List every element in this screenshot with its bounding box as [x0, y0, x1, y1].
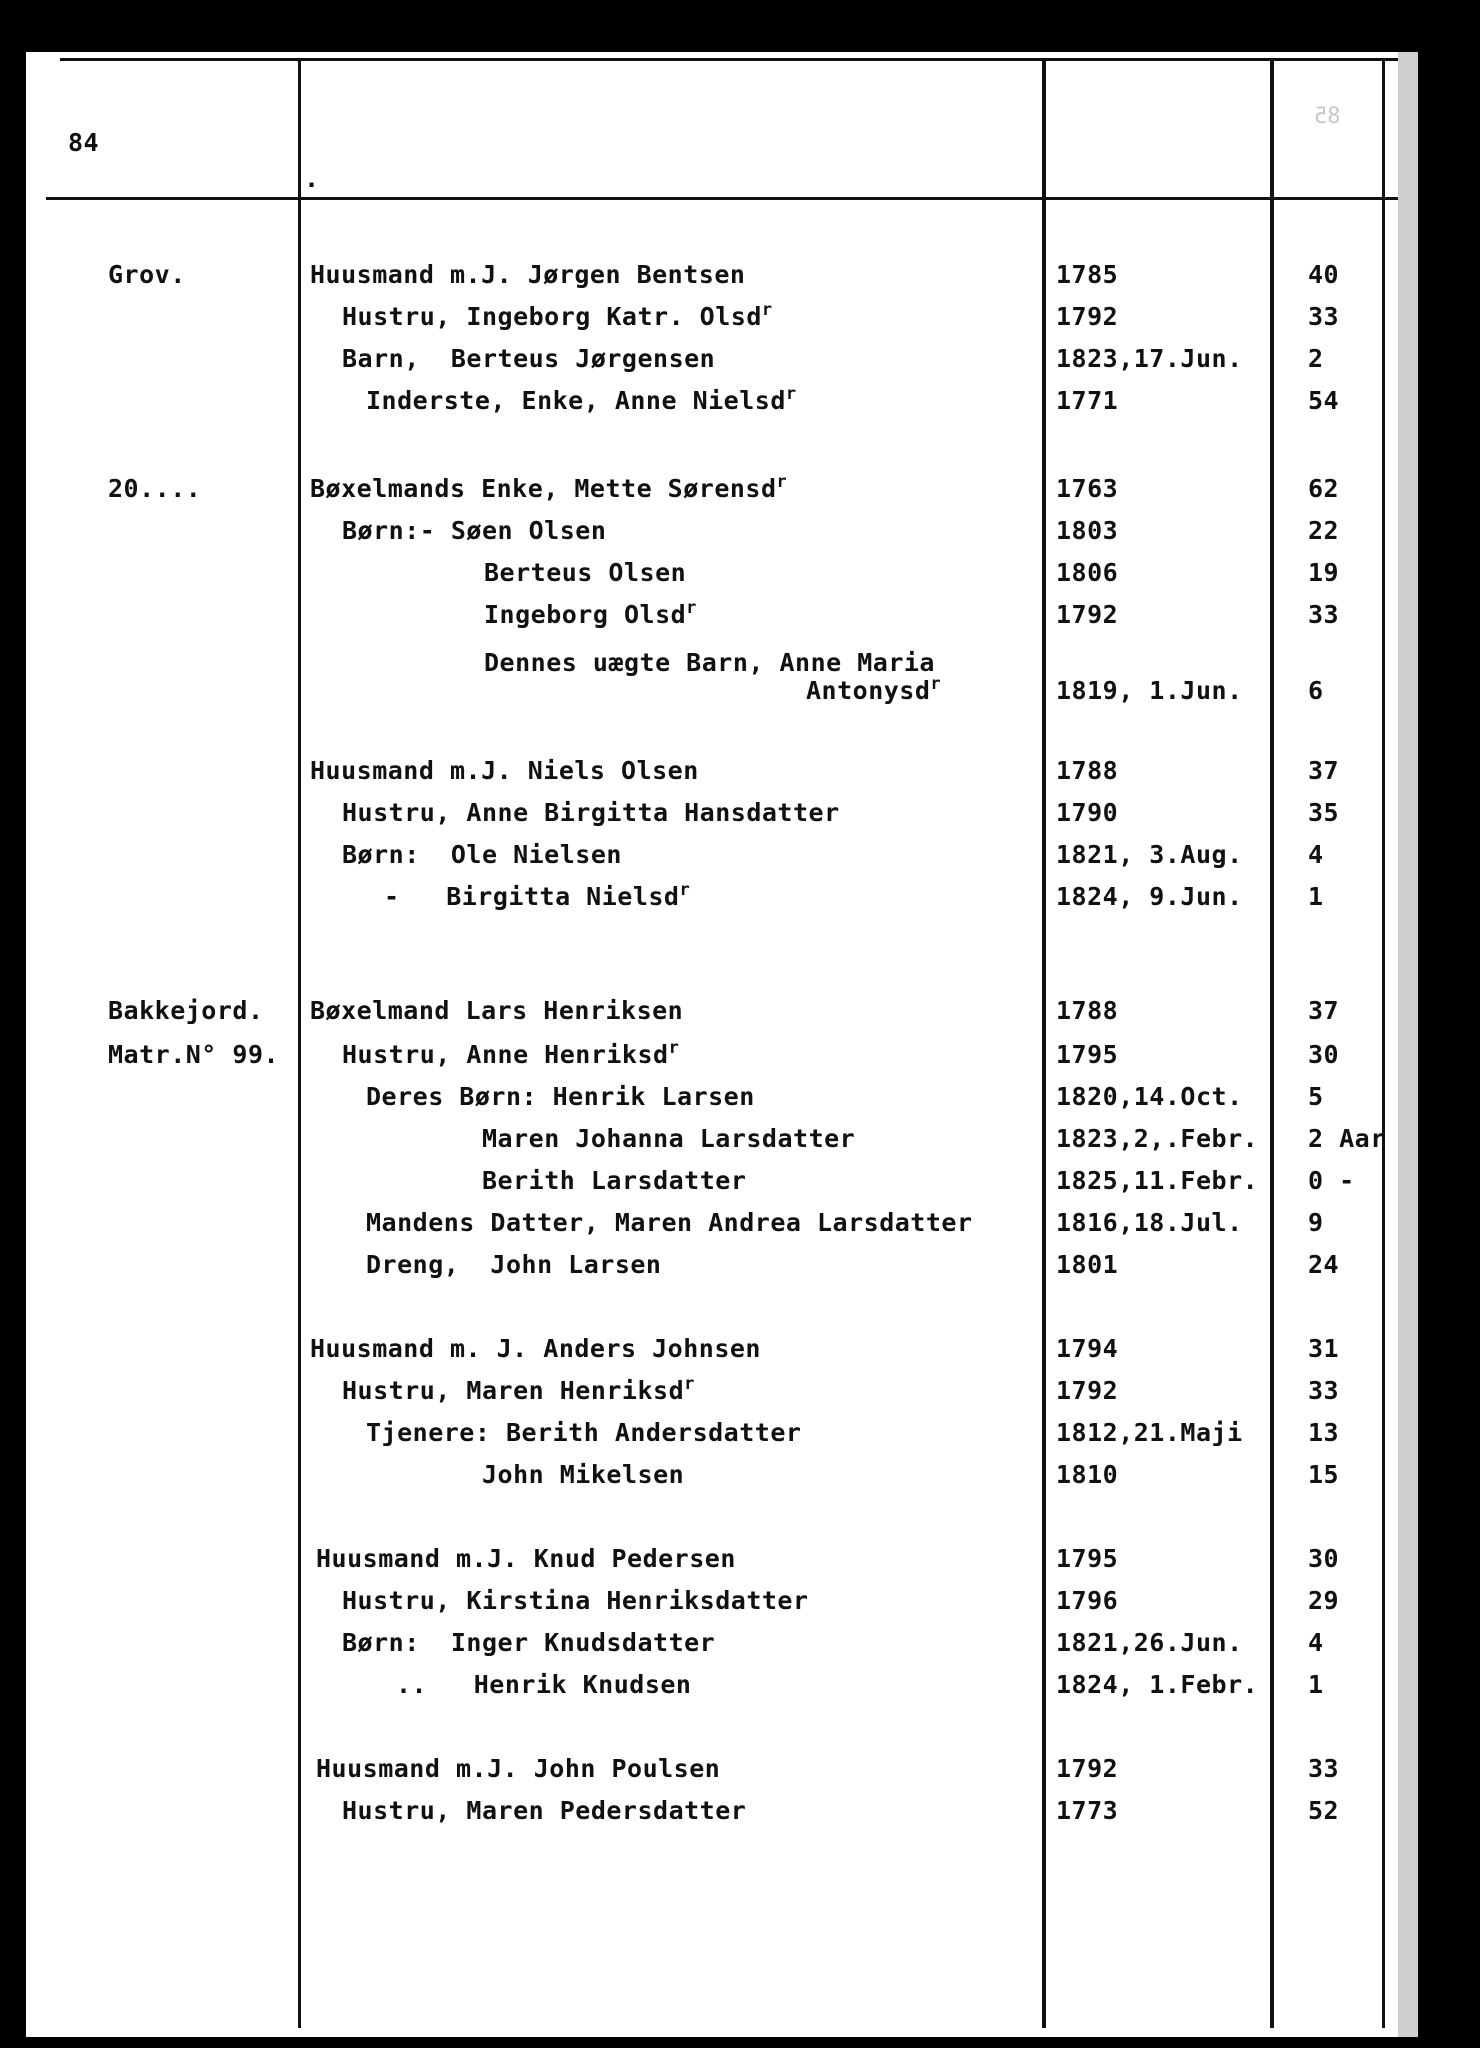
person-name: [482, 1460, 684, 1490]
age: 33: [1308, 302, 1340, 331]
person-name: [396, 1670, 691, 1700]
age: 9: [1308, 1208, 1324, 1237]
age: 6: [1308, 676, 1324, 705]
birth-year: 1821,26.Jun.: [1056, 1628, 1243, 1657]
person-name-text: Tjenere: Berith Andersdatter: [366, 1418, 802, 1447]
birth-year: 1801: [1056, 1250, 1119, 1279]
person-name-text: Antonysd: [806, 676, 931, 705]
person-name-text: Hustru, Anne Birgitta Hansdatter: [342, 798, 840, 827]
age: 33: [1308, 1754, 1340, 1783]
top-rule: [60, 58, 1416, 61]
person-name: [310, 756, 699, 786]
person-name-text: Maren Johanna Larsdatter: [482, 1124, 856, 1153]
birth-year: 1794: [1056, 1334, 1119, 1363]
birth-year: 1806: [1056, 558, 1119, 587]
age: 2 Aar: [1308, 1124, 1386, 1153]
page-number: 84: [68, 128, 100, 157]
person-name-text: Huusmand m.J. Niels Olsen: [310, 756, 699, 785]
person-name: [366, 1418, 801, 1448]
age: 15: [1308, 1460, 1340, 1489]
age: 40: [1308, 260, 1340, 289]
person-name: [342, 344, 715, 374]
age-column-rule: [1270, 58, 1274, 2028]
birth-year: 1771: [1056, 386, 1119, 415]
age: 4: [1308, 1628, 1324, 1657]
person-name: [342, 516, 606, 546]
age: 4: [1308, 840, 1324, 869]
header-rule: [46, 197, 1418, 200]
person-name-text: Hustru, Kirstina Henriksdatter: [342, 1586, 809, 1615]
person-name-text: Huusmand m.J. Knud Pedersen: [316, 1544, 736, 1573]
birth-year: 1790: [1056, 798, 1119, 827]
place-bakkejord: Bakkejord.: [108, 996, 264, 1025]
name-superscript: r: [930, 674, 942, 694]
name-superscript: r: [679, 880, 691, 900]
person-name: [316, 1544, 736, 1574]
person-name-text: Hustru, Anne Henriksd: [342, 1040, 669, 1069]
person-name-text: Hustru, Maren Henriksd: [342, 1376, 685, 1405]
right-edge-rule: [1382, 58, 1385, 2028]
birth-year: 1763: [1056, 474, 1119, 503]
person-name-text: Børn: Ole Nielsen: [342, 840, 622, 869]
birth-year: 1824, 1.Febr.: [1056, 1670, 1259, 1699]
age: 1: [1308, 882, 1324, 911]
year-column-rule: [1042, 58, 1046, 2028]
birth-year: 1823,2,.Febr.: [1056, 1124, 1259, 1153]
header-dot: .: [304, 164, 320, 193]
name-superscript: r: [686, 598, 697, 618]
person-name-text: .. Henrik Knudsen: [396, 1670, 692, 1699]
person-name: [342, 302, 773, 335]
person-name: [342, 1040, 679, 1073]
birth-year: 1816,18.Jul.: [1056, 1208, 1243, 1237]
birth-year: 1820,14.Oct.: [1056, 1082, 1243, 1111]
birth-year: 1792: [1056, 1376, 1119, 1405]
birth-year: 1819, 1.Jun.: [1056, 676, 1243, 705]
age: 0 -: [1308, 1166, 1355, 1195]
age: 62: [1308, 474, 1340, 503]
birth-year: 1788: [1056, 756, 1119, 785]
birth-year: 1824, 9.Jun.: [1056, 882, 1243, 911]
birth-year: 1821, 3.Aug.: [1056, 840, 1243, 869]
person-name-text: Børn: Inger Knudsdatter: [342, 1628, 716, 1657]
birth-year: 1823,17.Jun.: [1056, 344, 1243, 373]
name-superscript: r: [776, 472, 788, 492]
age: 37: [1308, 756, 1340, 785]
person-name-text: Barn, Berteus Jørgensen: [342, 344, 716, 373]
birth-year: 1792: [1056, 302, 1119, 331]
person-name: [384, 882, 690, 915]
person-name: [366, 1250, 661, 1280]
person-name: [342, 1628, 715, 1658]
place-dots: 20....: [108, 474, 202, 503]
place-matr-number: Matr.N° 99.: [108, 1040, 280, 1069]
person-name-text: Huusmand m.J. Jørgen Bentsen: [310, 260, 746, 289]
person-name: [484, 558, 686, 588]
age: 24: [1308, 1250, 1340, 1279]
census-page: [26, 52, 1418, 2037]
age: 29: [1308, 1586, 1340, 1615]
person-name-text: Bøxelmands Enke, Mette Sørensd: [310, 474, 777, 503]
person-name: [310, 996, 683, 1026]
person-name-text: Deres Børn: Henrik Larsen: [366, 1082, 755, 1111]
age: 1: [1308, 1670, 1324, 1699]
person-name: [342, 840, 622, 870]
name-superscript: r: [684, 1374, 695, 1394]
person-name: [310, 260, 745, 290]
person-name: [316, 1754, 720, 1784]
birth-year: 1792: [1056, 600, 1119, 629]
birth-year: 1810: [1056, 1460, 1119, 1489]
birth-year: 1792: [1056, 1754, 1119, 1783]
name-superscript: r: [785, 384, 797, 404]
age: 33: [1308, 1376, 1340, 1405]
person-name-text: Berith Larsdatter: [482, 1166, 747, 1195]
age: 33: [1308, 600, 1340, 629]
person-name-text: - Birgitta Nielsd: [384, 882, 680, 911]
person-name: [484, 648, 935, 678]
person-name-text: Inderste, Enke, Anne Nielsd: [366, 386, 786, 415]
age: 22: [1308, 516, 1340, 545]
page-fold-edge: [1398, 52, 1418, 2037]
person-name: [484, 600, 697, 633]
person-name-text: Bøxelmand Lars Henriksen: [310, 996, 684, 1025]
age: 30: [1308, 1544, 1340, 1573]
person-name: [310, 474, 787, 507]
person-name-text: Ingeborg Olsd: [484, 600, 687, 629]
left-column-rule: [298, 58, 301, 2028]
person-name: [342, 1376, 695, 1409]
age: 13: [1308, 1418, 1340, 1447]
name-superscript: r: [761, 300, 773, 320]
person-name-text: John Mikelsen: [482, 1460, 685, 1489]
person-name-text: Huusmand m. J. Anders Johnsen: [310, 1334, 761, 1363]
name-superscript: r: [668, 1038, 680, 1058]
person-name: [482, 1124, 855, 1154]
age: 2: [1308, 344, 1324, 373]
birth-year: 1795: [1056, 1544, 1119, 1573]
birth-year: 1825,11.Febr.: [1056, 1166, 1259, 1195]
person-name: [310, 1334, 761, 1364]
person-name-text: Berteus Olsen: [484, 558, 687, 587]
age: 19: [1308, 558, 1340, 587]
person-name: [366, 1208, 973, 1238]
birth-year: 1788: [1056, 996, 1119, 1025]
age: 31: [1308, 1334, 1340, 1363]
person-name-text: Børn:- Søen Olsen: [342, 516, 607, 545]
person-name: [366, 386, 797, 419]
place-grov: Grov.: [108, 260, 186, 289]
person-name: [342, 798, 840, 828]
birth-year: 1795: [1056, 1040, 1119, 1069]
person-name: [806, 676, 941, 709]
person-name: [366, 1082, 755, 1112]
birth-year: 1796: [1056, 1586, 1119, 1615]
birth-year: 1803: [1056, 516, 1119, 545]
age: 52: [1308, 1796, 1340, 1825]
person-name-text: Hustru, Maren Pedersdatter: [342, 1796, 747, 1825]
person-name-text: Hustru, Ingeborg Katr. Olsd: [342, 302, 762, 331]
person-name-text: Huusmand m.J. John Poulsen: [316, 1754, 721, 1783]
age: 54: [1308, 386, 1340, 415]
birth-year: 1812,21.Maji: [1056, 1418, 1243, 1447]
age: 30: [1308, 1040, 1340, 1069]
person-name-text: Dreng, John Larsen: [366, 1250, 662, 1279]
age: 35: [1308, 798, 1340, 827]
person-name: [482, 1166, 746, 1196]
person-name-text: Mandens Datter, Maren Andrea Larsdatter: [366, 1208, 973, 1237]
bleed-through-page-number: 85: [1314, 104, 1341, 129]
person-name: [342, 1586, 809, 1616]
age: 5: [1308, 1082, 1324, 1111]
age: 37: [1308, 996, 1340, 1025]
person-name-text: Dennes uægte Barn, Anne Maria: [484, 648, 935, 677]
person-name: [342, 1796, 746, 1826]
birth-year: 1773: [1056, 1796, 1119, 1825]
birth-year: 1785: [1056, 260, 1119, 289]
